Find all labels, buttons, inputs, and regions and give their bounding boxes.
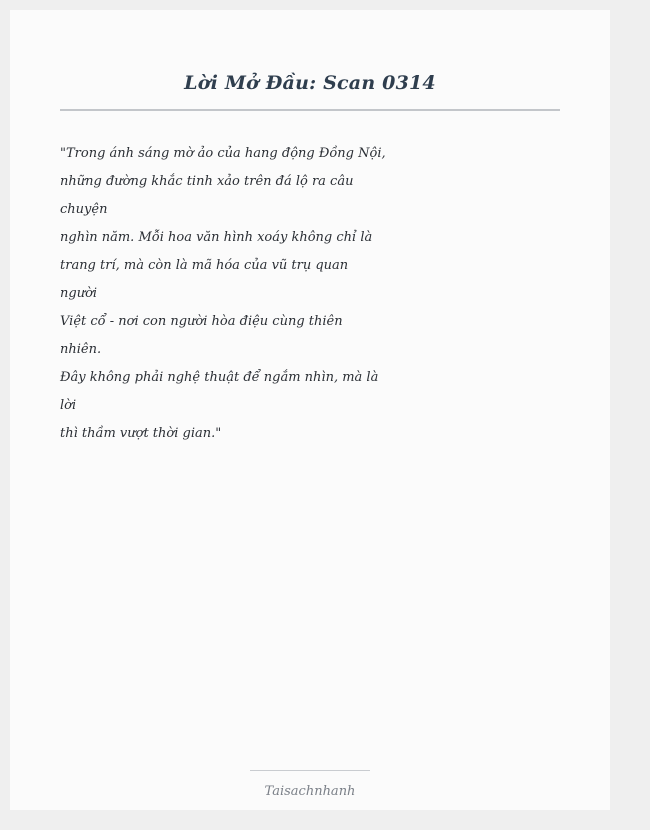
body-line: trang trí, mà còn là mã hóa của vũ trụ quan <box>60 258 349 273</box>
footer-divider <box>250 770 370 771</box>
footer-watermark: Taisachnhanh <box>264 784 356 799</box>
body-line: người <box>60 286 98 301</box>
body-line: chuyện <box>60 202 108 217</box>
document-page <box>10 10 610 810</box>
body-line: những đường khắc tinh xảo trên đá lộ ra câu <box>60 174 354 189</box>
page-title: Lời Mở Đầu: Scan 0314 <box>184 72 436 94</box>
body-line: thì thầm vượt thời gian." <box>60 426 222 441</box>
body-text <box>60 140 390 448</box>
body-line: nhiên. <box>60 342 102 357</box>
body-line: Đây không phải nghệ thuật để ngắm nhìn, mà là <box>60 370 379 385</box>
body-line: "Trong ánh sáng mờ ảo của hang động Đồng Nội, <box>60 146 386 161</box>
body-line: nghìn năm. Mỗi hoa văn hình xoáy không chỉ là <box>60 230 373 245</box>
body-line: lời <box>60 398 77 413</box>
body-line: Việt cổ - nơi con người hòa điệu cùng thiên <box>60 314 343 329</box>
title-divider <box>60 109 560 111</box>
